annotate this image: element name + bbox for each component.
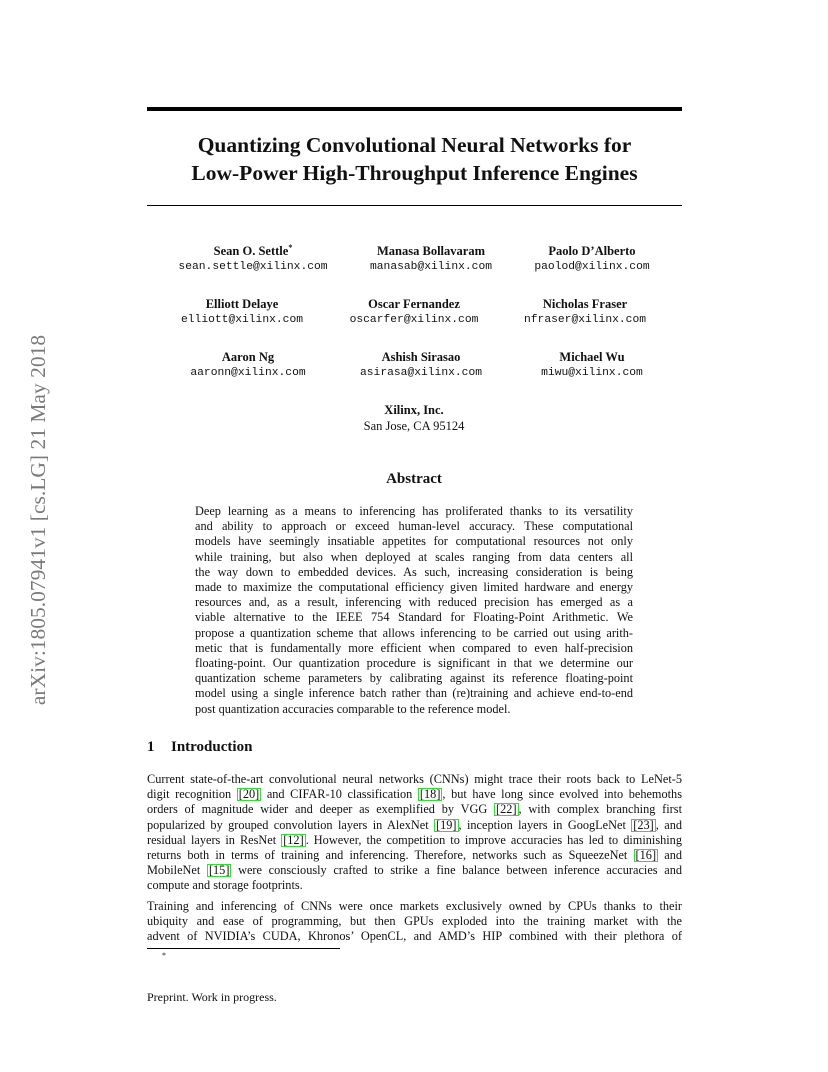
author-block bbox=[148, 349, 348, 381]
paragraph-line: MobileNet [15] were consciously crafted to strike a fine balance between inference accuracies and bbox=[147, 863, 682, 878]
affiliation-org: Xilinx, Inc. bbox=[384, 403, 444, 417]
arxiv-stamp: arXiv:1805.07941v1 [cs.LG] 21 May 2018 bbox=[26, 334, 50, 706]
citation-link[interactable]: [23] bbox=[633, 817, 654, 832]
abstract-line: the way down to embedded devices. As such, increasing consideration is being bbox=[195, 564, 633, 579]
abstract-line: post quantization accuracies comparable to the reference model. bbox=[195, 701, 511, 716]
citation-link[interactable]: [19] bbox=[436, 817, 457, 832]
author-block bbox=[492, 349, 692, 381]
citation-link[interactable]: [16] bbox=[635, 848, 657, 863]
paragraph-line: residual layers in ResNet [12] . However, the competition to improve accuracies has led to diminishing bbox=[147, 832, 682, 847]
author-email: sean.settle@xilinx.com bbox=[178, 261, 328, 273]
author-block bbox=[492, 243, 692, 275]
author-name: Elliott Delaye bbox=[205, 297, 279, 311]
author-name: Sean O. Settle* bbox=[213, 242, 293, 258]
abstract-heading: Abstract bbox=[386, 471, 442, 487]
footnote-mark: * bbox=[162, 951, 166, 960]
abstract-line: while training, but also when deployed at scales ranging from data centers all bbox=[195, 549, 633, 564]
author-block bbox=[314, 296, 514, 328]
abstract-line: floating-point. Our quantization procedure is significant in that we determine our bbox=[195, 656, 633, 671]
abstract-line: Deep learning as a means to inferencing has proliferated thanks to its versatility bbox=[195, 504, 633, 518]
title-line-2: Low-Power High-Throughput Inference Engines bbox=[191, 161, 638, 185]
author-name: Paolo D’Alberto bbox=[548, 244, 636, 258]
section-heading bbox=[147, 738, 252, 756]
paragraph-line: digit recognition [20] and CIFAR-10 classification [18] , but have long since evolved into behemoths bbox=[147, 787, 682, 802]
paragraph-line: returns both in terms of training and inferencing. Therefore, networks such as SqueezeNet [16] and bbox=[147, 848, 682, 863]
title-bottom-rule bbox=[147, 205, 682, 206]
section-title: Introduction bbox=[171, 739, 253, 755]
citation-link[interactable]: [18] bbox=[419, 787, 441, 802]
abstract-line: quantization scheme parameters by calibrating against its reference floating-point bbox=[195, 671, 633, 686]
preprint-note: Preprint. Work in progress. bbox=[147, 990, 277, 1004]
intro-paragraph-2 bbox=[147, 899, 682, 945]
abstract-line: models have seemingly insatiable appetites for computational resources not only bbox=[195, 534, 633, 549]
author-block bbox=[142, 296, 342, 328]
section-number: 1 bbox=[147, 739, 155, 755]
author-block bbox=[485, 296, 685, 328]
abstract-line: made to maximize the computational efficiency given limited hardware and energy bbox=[195, 580, 633, 595]
abstract-line: propose a quantization scheme that allows inferencing to be carried out using arith- bbox=[195, 625, 633, 640]
author-name: Oscar Fernandez bbox=[368, 297, 460, 311]
paragraph-line: popularized by grouped convolution layers in AlexNet [19] , inception layers in GoogLeNet [23] , and bbox=[147, 817, 682, 832]
author-email: paolod@xilinx.com bbox=[534, 261, 650, 273]
author-name: Michael Wu bbox=[559, 350, 625, 364]
author-name: Ashish Sirasao bbox=[381, 350, 461, 364]
paragraph-line: compute and storage footprints. bbox=[147, 878, 303, 893]
affiliation-location: San Jose, CA 95124 bbox=[363, 419, 465, 433]
abstract-line: metic that is fundamentally more efficient when compared to even half-precision bbox=[195, 640, 633, 655]
author-email: elliott@xilinx.com bbox=[180, 314, 304, 326]
citation-link[interactable]: [12] bbox=[283, 832, 304, 847]
author-name: Aaron Ng bbox=[221, 350, 275, 364]
footnote-rule bbox=[147, 948, 340, 949]
paragraph-line: orders of magnitude wider and deeper as exemplified by VGG [22] , with complex branching first bbox=[147, 802, 682, 817]
author-email: asirasa@xilinx.com bbox=[359, 367, 483, 379]
citation-link[interactable]: [15] bbox=[208, 863, 230, 878]
author-email: nfraser@xilinx.com bbox=[523, 314, 647, 326]
author-email: miwu@xilinx.com bbox=[541, 367, 643, 379]
author-email: manasab@xilinx.com bbox=[369, 261, 493, 273]
paragraph-line: Current state-of-the-art convolutional neural networks (CNNs) might trace their roots back to LeNet-5 bbox=[147, 772, 682, 786]
affiliation bbox=[314, 402, 514, 434]
abstract-line: model using a single inference batch rather than (re)training and achieve end-to-end bbox=[195, 686, 633, 701]
author-email: oscarfer@xilinx.com bbox=[349, 314, 479, 326]
paragraph-line: advent of NVIDIA’s CUDA, Khronos’ OpenCL, and AMD’s HIP combined with their plethora of bbox=[147, 929, 682, 944]
author-block bbox=[321, 349, 521, 381]
author-name: Manasa Bollavaram bbox=[377, 244, 485, 258]
abstract-line: resources and, as a result, inferencing with reduced precision has emerged as a bbox=[195, 595, 633, 610]
abstract-line: and ability to approach or exceed human-level accuracy. These computational bbox=[195, 519, 633, 534]
title-top-rule bbox=[147, 107, 682, 111]
paragraph-line: ubiquity and ease of programming, but then GPUs exploded into the training market with the bbox=[147, 914, 682, 929]
citation-link[interactable]: [22] bbox=[496, 802, 517, 817]
abstract-line: viable alternative to the IEEE 754 Standard for Floating-Point Arithmetic. We bbox=[195, 610, 633, 625]
paragraph-line: Training and inferencing of CNNs were once markets exclusively owned by CPUs thanks to their bbox=[147, 899, 682, 913]
paper-title bbox=[147, 131, 682, 187]
author-email: aaronn@xilinx.com bbox=[190, 367, 306, 379]
author-footnote-mark: * bbox=[288, 242, 293, 252]
abstract-body bbox=[195, 504, 633, 717]
citation-link[interactable]: [20] bbox=[238, 787, 260, 802]
intro-paragraph-1 bbox=[147, 772, 682, 894]
author-block bbox=[153, 243, 353, 275]
author-name: Nicholas Fraser bbox=[542, 297, 628, 311]
title-line-1: Quantizing Convolutional Neural Networks for bbox=[197, 133, 632, 157]
